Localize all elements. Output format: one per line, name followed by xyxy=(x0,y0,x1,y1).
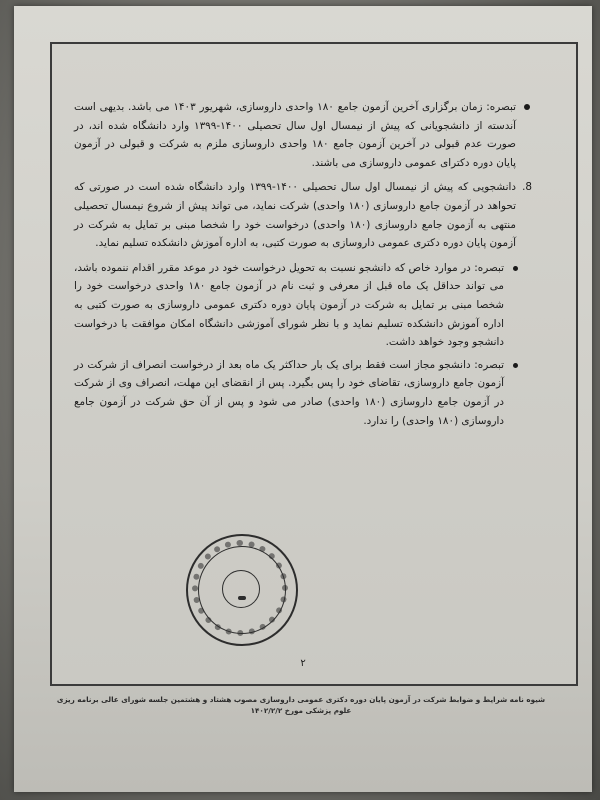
document-body xyxy=(74,98,530,434)
bullet-icon xyxy=(513,266,518,271)
bullet-icon xyxy=(524,104,530,110)
paper-sheet xyxy=(14,6,592,792)
note-paragraph-2 xyxy=(74,259,530,352)
bullet-icon xyxy=(513,363,518,368)
note-paragraph-1 xyxy=(74,98,530,172)
seal-center-emblem xyxy=(222,570,260,608)
paragraph-text: دانشجویی که پیش از نیمسال اول سال تحصیلی ۱۴۰۰-۱۳۹۹ وارد دانشگاه شده است در صورتی که تحواهد در آزمون جامع داروسازی (۱۸۰ واحدی) شرکت نماید، می تواند پیش از شروع نیمسال تحصیلی منتهی به آزمون جامع داروسازی (۱۸۰ واحدی) درخواست خود را شخصا مبنی بر تمایل به شرکت در آزمون پایان دوره دکتری عمومی داروسازی به صورت کتبی، به اداره آموزش دانشکده تسلیم نماید. xyxy=(74,181,516,250)
paragraph-text: تبصره: زمان برگزاری آخرین آزمون جامع ۱۸۰ واحدی داروسازی، شهریور ۱۴۰۳ می باشد. بدیهی است آندسته از دانشجویانی که پیش از نیمسال اول سال تحصیلی ۱۴۰۰-۱۳۹۹ وارد دانشگاه شده اند، در صورت عدم قبولی در آخرین آزمون جامع ۱۸۰ واحدی داروسازی ملزم به شرکت و قبولی در آزمون پایان دوره دکترای عمومی داروسازی می باشند. xyxy=(74,101,516,169)
clause-number: 8. xyxy=(522,181,532,194)
clause-8-paragraph xyxy=(74,178,530,252)
paragraph-text: تبصره: دانشجو مجاز است فقط برای یک بار حداکثر یک ماه بعد از درخواست انصراف از شرکت در آزمون جامع داروسازی، تقاضای خود را پس بگیرد. پس از انقضای این مهلت، انصراف وی از شرکت در آزمون جامع داروسازی (۱۸۰ واحدی) صادر می شود و پس از آن حق شرکت در آزمون جامع داروسازی (۱۸۰ واحدی) را ندارد. xyxy=(74,358,504,427)
document-footer: شیوه نامه شرایط و ضوابط شرکت در آزمون پایان دوره دکتری عمومی داروسازی مصوب هشتاد و هشتمین جلسه شورای عالی برنامه ریزی علوم پزشکی مورخ ۱۴۰۲/۲/۲ xyxy=(56,695,546,715)
seal-center-mark xyxy=(238,596,246,600)
paragraph-text: تبصره: در موارد خاص که دانشجو نسبت به تحویل درخواست خود در موعد مقرر اقدام ننموده باشد، می تواند حداقل یک ماه قبل از معرفی و ثبت نام در آزمون جامع ۱۸۰ واحدی درخواست خود را شخصا مبنی بر تمایل به شرکت در آزمون پایان دوره دکتری عمومی داروسازی به صورت کتبی به اداره آموزش دانشکده تسلیم نماید و با نظر شورای آموزشی دانشگاه امکان موافقت با درخواست دانشجو وجود خواهد داشت. xyxy=(74,261,505,349)
official-seal-stamp xyxy=(186,534,298,646)
page-number: ۲ xyxy=(300,658,306,669)
note-paragraph-3 xyxy=(74,356,530,430)
